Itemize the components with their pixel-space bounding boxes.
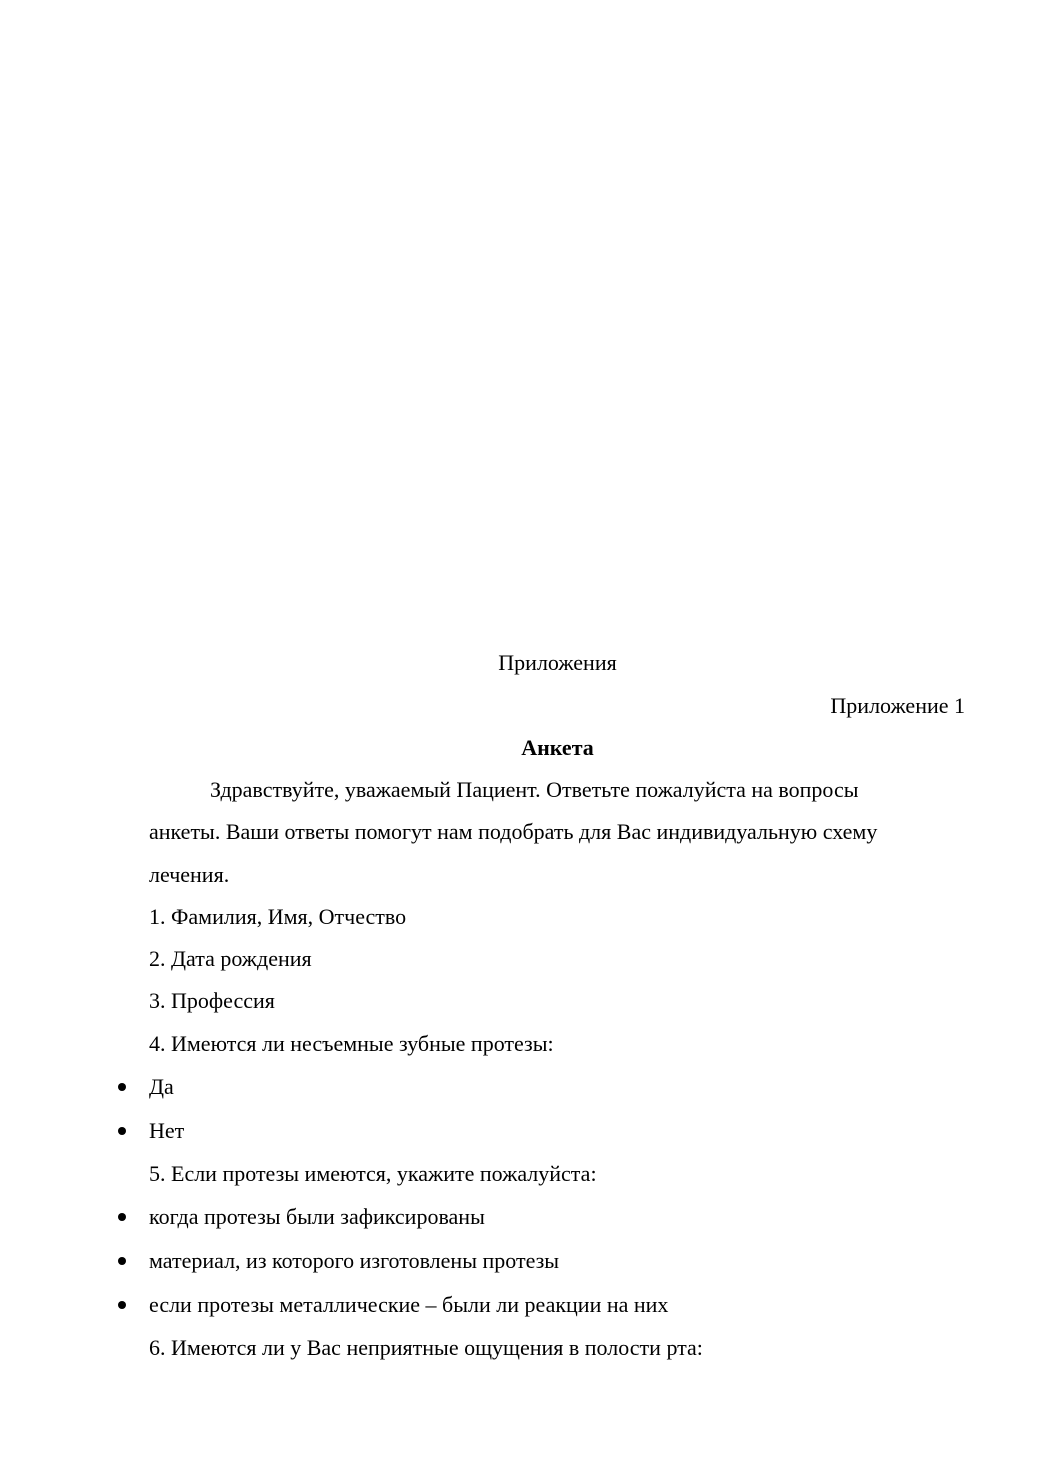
question-1: 1. Фамилия, Имя, Отчество — [149, 904, 407, 929]
form-title: Анкета — [521, 735, 594, 760]
question-4-option: Да — [149, 1074, 174, 1099]
question-3: 3. Профессия — [149, 988, 275, 1013]
question-5-item: материал, из которого изготовлены протезы — [149, 1248, 560, 1273]
question-4-option: Нет — [149, 1118, 185, 1143]
bullet-icon — [118, 1083, 126, 1091]
section-title: Приложения — [498, 650, 617, 675]
question-2: 2. Дата рождения — [149, 946, 312, 971]
question-5-item: если протезы металлические – были ли реакции на них — [149, 1292, 669, 1317]
appendix-label: Приложение 1 — [830, 693, 965, 718]
bullet-icon — [118, 1301, 126, 1309]
bullet-icon — [118, 1213, 126, 1221]
bullet-icon — [118, 1257, 126, 1265]
bullet-icon — [118, 1127, 126, 1135]
intro-line-1: Здравствуйте, уважаемый Пациент. Ответьте пожалуйста на вопросы — [210, 777, 859, 802]
question-5-item: когда протезы были зафиксированы — [149, 1204, 485, 1229]
question-4: 4. Имеются ли несъемные зубные протезы: — [149, 1031, 554, 1056]
intro-line-3: лечения. — [149, 862, 230, 887]
question-5: 5. Если протезы имеются, укажите пожалуйста: — [149, 1161, 597, 1186]
intro-line-2: анкеты. Ваши ответы помогут нам подобрать для Вас индивидуальную схему — [149, 819, 878, 844]
question-6: 6. Имеются ли у Вас неприятные ощущения в полости рта: — [149, 1335, 703, 1360]
